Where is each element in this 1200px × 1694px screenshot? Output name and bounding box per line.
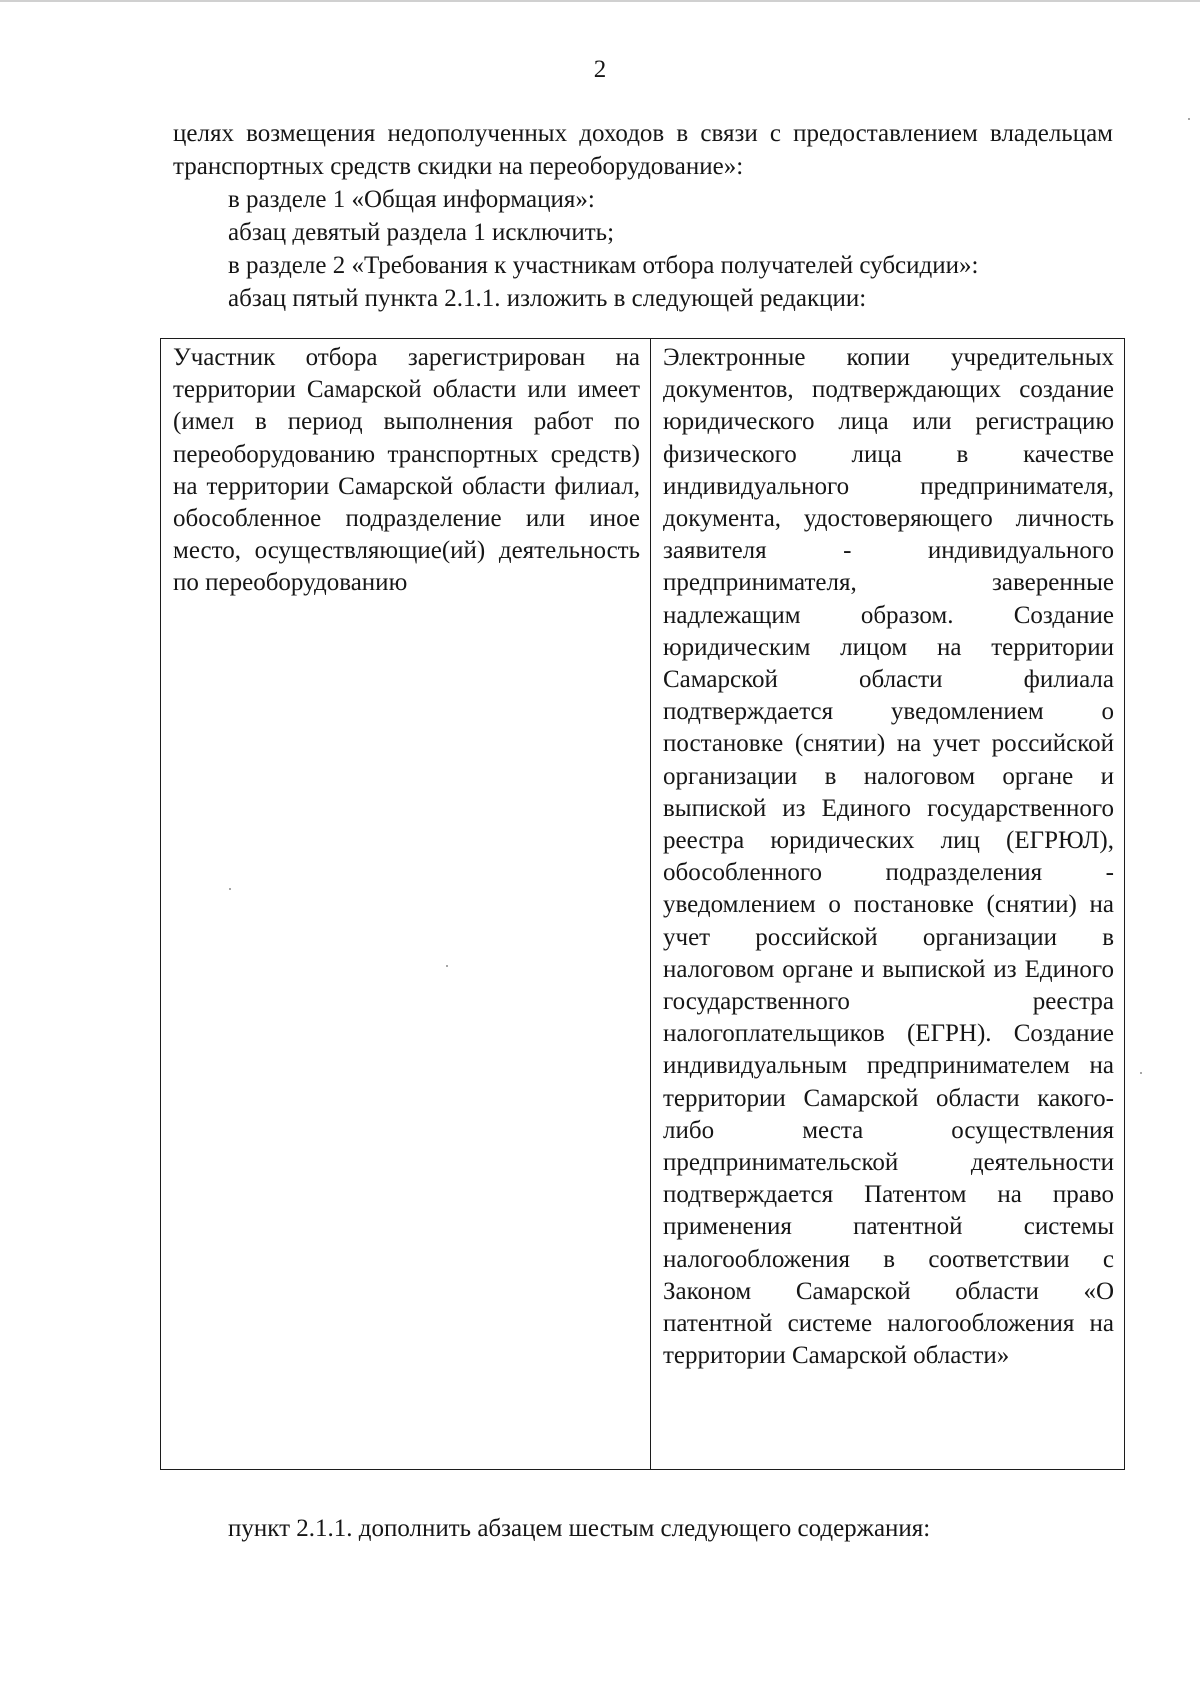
requirement-cell: Участник отбора зарегистрирован на территории Самарской области или имеет (имел в период выполнения работ по переоборудованию транспортных средств) на территории Самарской области филиал, обособленное подразделение или иное место, осуществляющие(ий) деятельность по переоборудованию: [161, 339, 651, 1470]
exclude-paragraph-line: абзац девятый раздела 1 исключить;: [228, 219, 615, 246]
documents-cell: Электронные копии учредительных документов, подтверждающих создание юридического лица или регистрацию физического лица в качестве индивидуального предпринимателя, документа, удостоверяющего личность заявителя - индивидуального предпринимателя, заверенные надлежащим образом. Создание юридическим лицом на территории Самарской области филиала подтверждается уведомлением о постановке (снятии) на учет российской организации в налоговом органе и выпиской из Единого государственного реестра юридических лиц (ЕГРЮЛ), обособленного подразделения - уведомлением о постановке (снятии) на учет российской организации в налоговом органе и выпиской из Единого государственного реестра налогоплательщиков (ЕГРН). Создание индивидуальным предпринимателем на территории Самарской области какого-либо места осуществления предпринимательской деятельности подтверждается Патентом на право применения патентной системы налогообложения в соответствии с Законом Самарской области «О патентной системе налогообложения на территории Самарской области»: [651, 339, 1125, 1470]
scan-speck: [1140, 1072, 1142, 1074]
intro-paragraph: целях возмещения недополученных доходов в связи с предоставлением владельцам транспортных средств скидки на переоборудование»:: [173, 120, 1113, 180]
section-2-heading-line: в разделе 2 «Требования к участникам отбора получателей субсидии»:: [228, 252, 979, 279]
scan-speck: [229, 888, 231, 890]
table-row: [161, 339, 1125, 1470]
paragraph-five-edit-line: абзац пятый пункта 2.1.1. изложить в следующей редакции:: [228, 285, 867, 312]
scan-top-edge: [0, 0, 1200, 2]
scan-speck: [446, 965, 448, 967]
page-number: 2: [593, 56, 607, 83]
scan-speck: [1188, 118, 1190, 120]
section-1-heading-line: в разделе 1 «Общая информация»:: [228, 186, 595, 213]
requirements-table: [160, 338, 1125, 1470]
final-paragraph: пункт 2.1.1. дополнить абзацем шестым следующего содержания:: [228, 1515, 931, 1542]
